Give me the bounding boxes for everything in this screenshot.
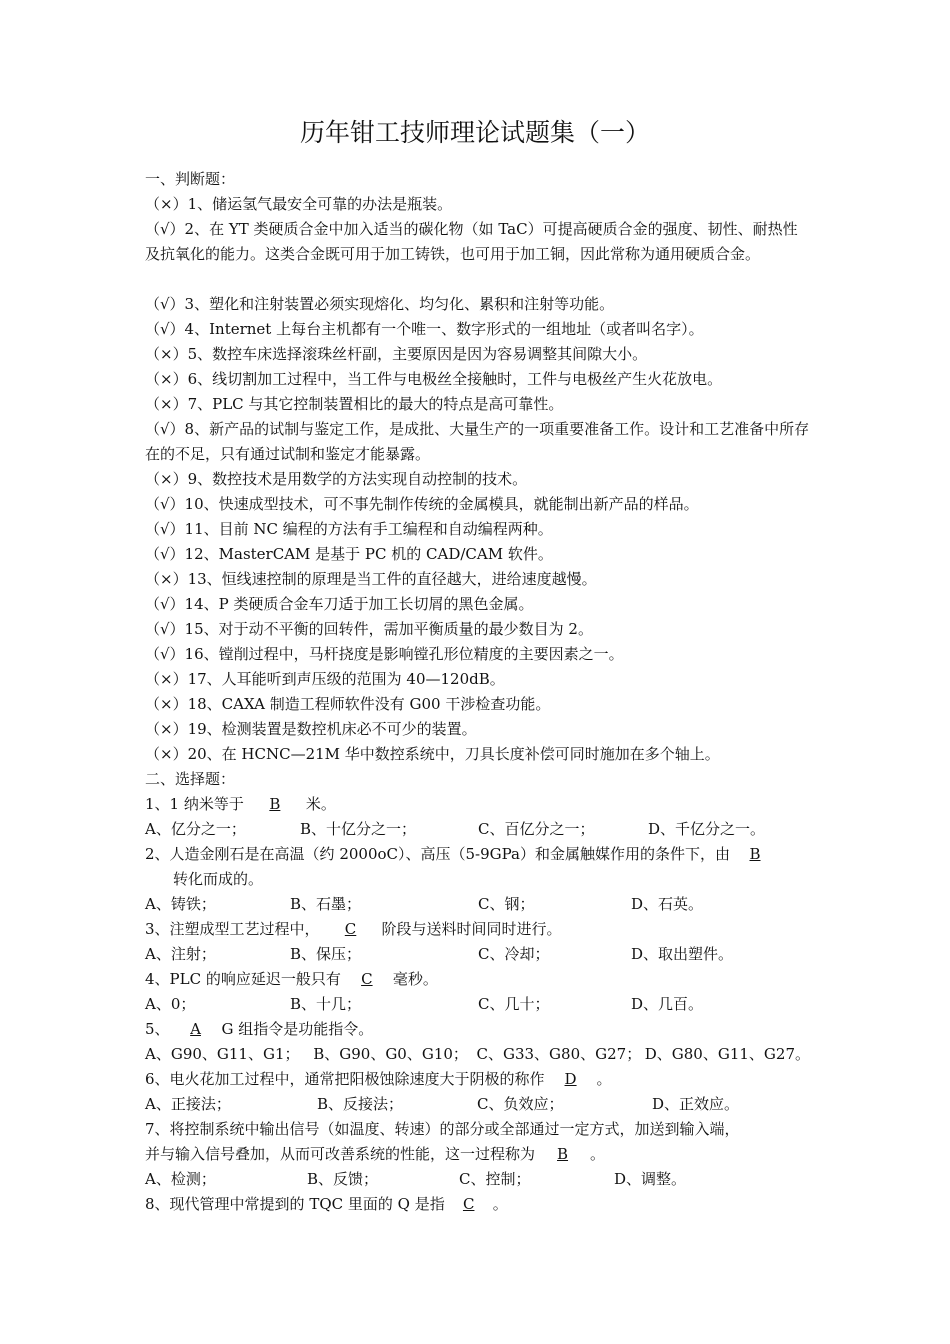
mc-options-1 [145,817,810,842]
mc-question-6 [145,1067,810,1092]
mc-options-4 [145,992,810,1017]
option-a: A、G90、G11、G1； [145,1045,300,1063]
option-c: C、钢； [478,895,535,913]
tf-item-13: （×）13、恒线速控制的原理是当工件的直径越大，进给速度越慢。 [145,570,597,588]
option-d: D、千亿分之一。 [648,820,766,838]
option-c: C、冷却； [478,945,550,963]
tf-item-6: （×）6、线切割加工过程中，当工件与电极丝全接触时，工件与电极丝产生火花放电。 [145,370,723,388]
mc-options-7 [145,1167,810,1192]
tf-item-19: （×）19、检测装置是数控机床必不可少的装置。 [145,720,477,738]
question-text: 6、电火花加工过程中，通常把阳极蚀除速度大于阴极的称作 [145,1070,545,1088]
tf-item-1: （×）1、储运氢气最安全可靠的办法是瓶装。 [145,195,453,213]
mc-options-2 [145,892,810,917]
option-c: C、控制； [459,1170,531,1188]
tf-item-2: （√）2、在 YT 类硬质合金中加入适当的碳化物（如 TaC）可提高硬质合金的强度、韧性、耐热性及抗氧化的能力。这类合金既可用于加工铸铁，也可用于加工铜，因此常称为通用硬质合金。 [145,220,798,263]
answer-blank: B [269,795,281,813]
question-text-tail: G 组指令是功能指令。 [221,1020,374,1038]
tf-item-3: （√）3、塑化和注射装置必须实现熔化、均匀化、累积和注射等功能。 [145,295,615,313]
tf-item-12: （√）12、MasterCAM 是基于 PC 机的 CAD/CAM 软件。 [145,545,553,563]
option-b: B、反馈； [307,1170,379,1188]
question-text: 4、PLC 的响应延迟一般只有 [145,970,341,988]
option-d: D、取出塑件。 [631,945,734,963]
question-text-tail: 。 [596,1070,612,1088]
question-text: 并与输入信号叠加，从而可改善系统的性能，这一过程称为 [145,1145,536,1163]
tf-item-15: （√）15、对于动不平衡的回转件，需加平衡质量的最少数目为 2。 [145,620,593,638]
option-c: C、百亿分之一； [478,820,595,838]
mc-question-4 [145,967,810,992]
tf-item-20: （×）20、在 HCNC—21M 华中数控系统中，刀具长度补偿可同时施加在多个轴上。 [145,745,720,763]
mc-options-6 [145,1092,810,1117]
mc-question-7: 7、将控制系统中输出信号（如温度、转速）的部分或全部通过一定方式，加送到输入端， [145,1120,740,1138]
option-a: A、0； [145,995,196,1013]
option-a: A、正接法； [145,1095,231,1113]
mc-question-1 [145,792,810,817]
answer-blank: D [564,1070,577,1088]
tf-item-14: （√）14、P 类硬质合金车刀适于加工长切屑的黑色金属。 [145,595,534,613]
option-d: D、几百。 [631,995,704,1013]
answer-blank: A [190,1020,201,1038]
question-text-tail: 。 [492,1195,508,1213]
question-text-tail: 毫秒。 [392,970,438,988]
answer-blank: B [749,845,761,863]
tf-item-11: （√）11、目前 NC 编程的方法有手工编程和自动编程两种。 [145,520,553,538]
mc-question-2-continued: 转化而成的。 [173,870,264,888]
tf-item-16: （√）16、镗削过程中，马杆挠度是影响镗孔形位精度的主要因素之一。 [145,645,624,663]
tf-item-5: （×）5、数控车床选择滚珠丝杆副，主要原因是因为容易调整其间隙大小。 [145,345,648,363]
mc-question-7-continued [145,1142,810,1167]
question-text-tail: 。 [590,1145,606,1163]
tf-item-10: （√）10、快速成型技术，可不事先制作传统的金属模具，就能制出新产品的样品。 [145,495,699,513]
option-c: C、G33、G80、G27； [476,1045,642,1063]
answer-blank: C [462,1195,475,1213]
question-text: 2、人造金刚石是在高温（约 2000oC）、高压（5-9GPa）和金属触媒作用的条件下，由 [145,845,730,863]
option-c: C、几十； [478,995,550,1013]
answer-blank: C [344,920,357,938]
mc-options-3 [145,942,810,967]
option-a: A、检测； [145,1170,216,1188]
answer-blank: B [557,1145,569,1163]
option-a: A、铸铁； [145,895,216,913]
mc-options-5 [145,1042,810,1067]
page-title: 历年钳工技师理论试题集（一） [299,118,650,147]
tf-item-18: （×）18、CAXA 制造工程师软件没有 G00 干涉检查功能。 [145,695,551,713]
option-b: B、G90、G0、G10； [313,1045,468,1063]
option-a: A、亿分之一； [145,820,246,838]
option-d: D、正效应。 [652,1095,740,1113]
answer-blank: C [361,970,373,988]
mc-question-5 [145,1017,810,1042]
tf-item-4: （√）4、Internet 上每台主机都有一个唯一、数字形式的一组地址（或者叫名字）。 [145,320,704,338]
option-d: D、调整。 [614,1170,687,1188]
option-a: A、注射； [145,945,216,963]
question-text: 1、1 纳米等于 [145,795,244,813]
tf-item-9: （×）9、数控技术是用数学的方法实现自动控制的技术。 [145,470,528,488]
question-text-tail: 阶段与送料时间同时进行。 [381,920,562,938]
tf-item-17: （×）17、人耳能听到声压级的范围为 40—120dB。 [145,670,505,688]
option-b: B、反接法； [317,1095,404,1113]
question-text: 5、 [145,1020,170,1038]
question-text: 8、现代管理中常提到的 TQC 里面的 Q 是指 [145,1195,445,1213]
section-heading-true-false: 一、判断题： [145,170,236,188]
tf-item-7: （×）7、PLC 与其它控制装置相比的最大的特点是高可靠性。 [145,395,564,413]
mc-question-2 [145,842,810,867]
mc-question-8 [145,1192,810,1217]
option-d: D、G80、G11、G27。 [644,1045,810,1063]
mc-question-3 [145,917,810,942]
option-b: B、保压； [290,945,362,963]
question-text: 3、注塑成型工艺过程中， [145,920,320,938]
option-c: C、负效应； [477,1095,564,1113]
option-b: B、石墨； [290,895,362,913]
option-b: B、十亿分之一； [300,820,417,838]
tf-item-8: （√）8、新产品的试制与鉴定工作，是成批、大量生产的一项重要准备工作。设计和工艺准备中所存在的不足，只有通过试制和鉴定才能暴露。 [145,420,810,463]
option-b: B、十几； [290,995,362,1013]
section-heading-multiple-choice: 二、选择题： [145,770,236,788]
option-d: D、石英。 [631,895,704,913]
question-text-tail: 米。 [305,795,336,813]
document-body [145,167,810,1217]
